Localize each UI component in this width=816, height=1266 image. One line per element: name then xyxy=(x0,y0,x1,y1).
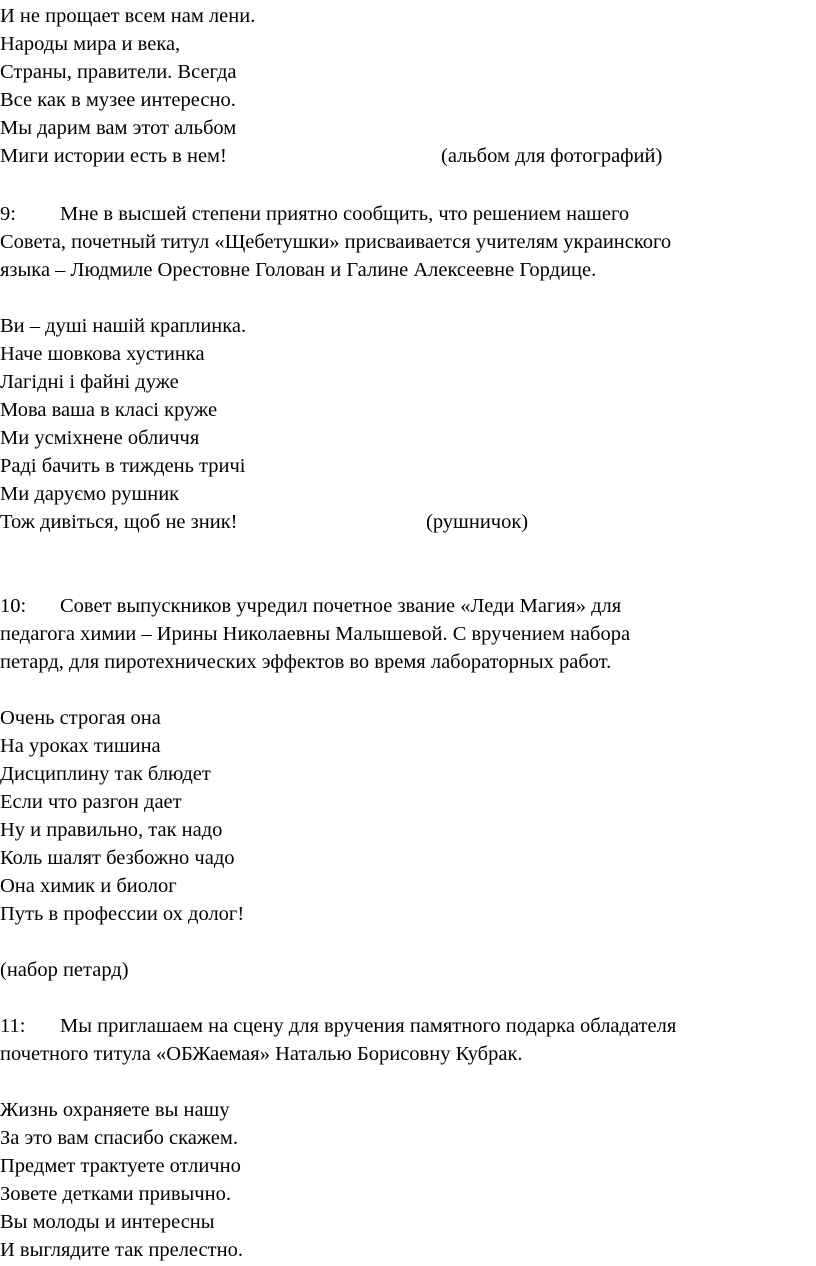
poem-line: Коль шалят безбожно чадо xyxy=(0,847,235,869)
poem-line: Ми усміхнене обличчя xyxy=(0,427,200,449)
text-line: Страны, правители. Всегда xyxy=(0,61,237,83)
item-11-text: Мы приглашаем на сцену для вручения памятного подарка обладателя xyxy=(60,1015,677,1037)
item-10-line: петард, для пиротехнических эффектов во время лабораторных работ. xyxy=(0,651,612,673)
text-line: И не прощает всем нам лени. xyxy=(0,5,256,27)
poem-line: Ми даруємо рушник xyxy=(0,483,180,505)
item-9-line: Совета, почетный титул «Щебетушки» присваивается учителям украинского xyxy=(0,231,672,253)
poem-line: Вы молоды и интересны xyxy=(0,1211,215,1233)
item-number: 10: xyxy=(0,595,27,617)
gift-note: (рушничок) xyxy=(426,511,529,533)
poem-line: За это вам спасибо скажем. xyxy=(0,1127,238,1149)
text-line: Народы мира и века, xyxy=(0,33,181,55)
gift-note: (альбом для фотографий) xyxy=(441,145,663,167)
item-11-line xyxy=(0,1012,676,1040)
text-line: Мы дарим вам этот альбом xyxy=(0,117,237,139)
poem-line: Зовете детками привычно. xyxy=(0,1183,231,1205)
poem-line: И выглядите так прелестно. xyxy=(0,1239,243,1261)
item-10-text: Совет выпускников учредил почетное звание «Леди Магия» для xyxy=(60,595,622,617)
poem-line: Мова ваша в класі круже xyxy=(0,399,218,421)
poem-line: Дисциплину так блюдет xyxy=(0,763,211,785)
poem-line: Раді бачить в тиждень тричі xyxy=(0,455,246,477)
poem-line: Она химик и биолог xyxy=(0,875,177,897)
poem-line: Очень строгая она xyxy=(0,707,161,729)
poem-line: Если что разгон дает xyxy=(0,791,182,813)
item-9-text: Мне в высшей степени приятно сообщить, что решением нашего xyxy=(60,203,630,225)
gift-note: (набор петард) xyxy=(0,959,129,981)
poem-line: Лагідні і файні дуже xyxy=(0,371,179,393)
poem-line: Предмет трактуете отлично xyxy=(0,1155,241,1177)
poem-line: На уроках тишина xyxy=(0,735,161,757)
item-11-line: почетного титула «ОБЖаемая» Наталью Борисовну Кубрак. xyxy=(0,1043,523,1065)
poem-line: Ну и правильно, так надо xyxy=(0,819,223,841)
poem-line: Наче шовкова хустинка xyxy=(0,343,205,365)
poem-line: Тож дивіться, щоб не зник! xyxy=(0,511,238,533)
text-line: Миги истории есть в нем! xyxy=(0,145,227,167)
item-9-line: языка – Людмиле Орестовне Голован и Галине Алексеевне Гордице. xyxy=(0,259,597,281)
item-9-line xyxy=(0,200,629,228)
poem-line: Жизнь охраняете вы нашу xyxy=(0,1099,230,1121)
text-line: Все как в музее интересно. xyxy=(0,89,236,111)
item-number: 9: xyxy=(0,203,16,225)
poem-line: Ви – душі нашій краплинка. xyxy=(0,315,247,337)
poem-line: Путь в профессии ох долог! xyxy=(0,903,245,925)
item-number: 11: xyxy=(0,1015,26,1037)
item-10-line: педагога химии – Ирины Николаевны Малышевой. С вручением набора xyxy=(0,623,631,645)
item-10-line xyxy=(0,592,621,620)
